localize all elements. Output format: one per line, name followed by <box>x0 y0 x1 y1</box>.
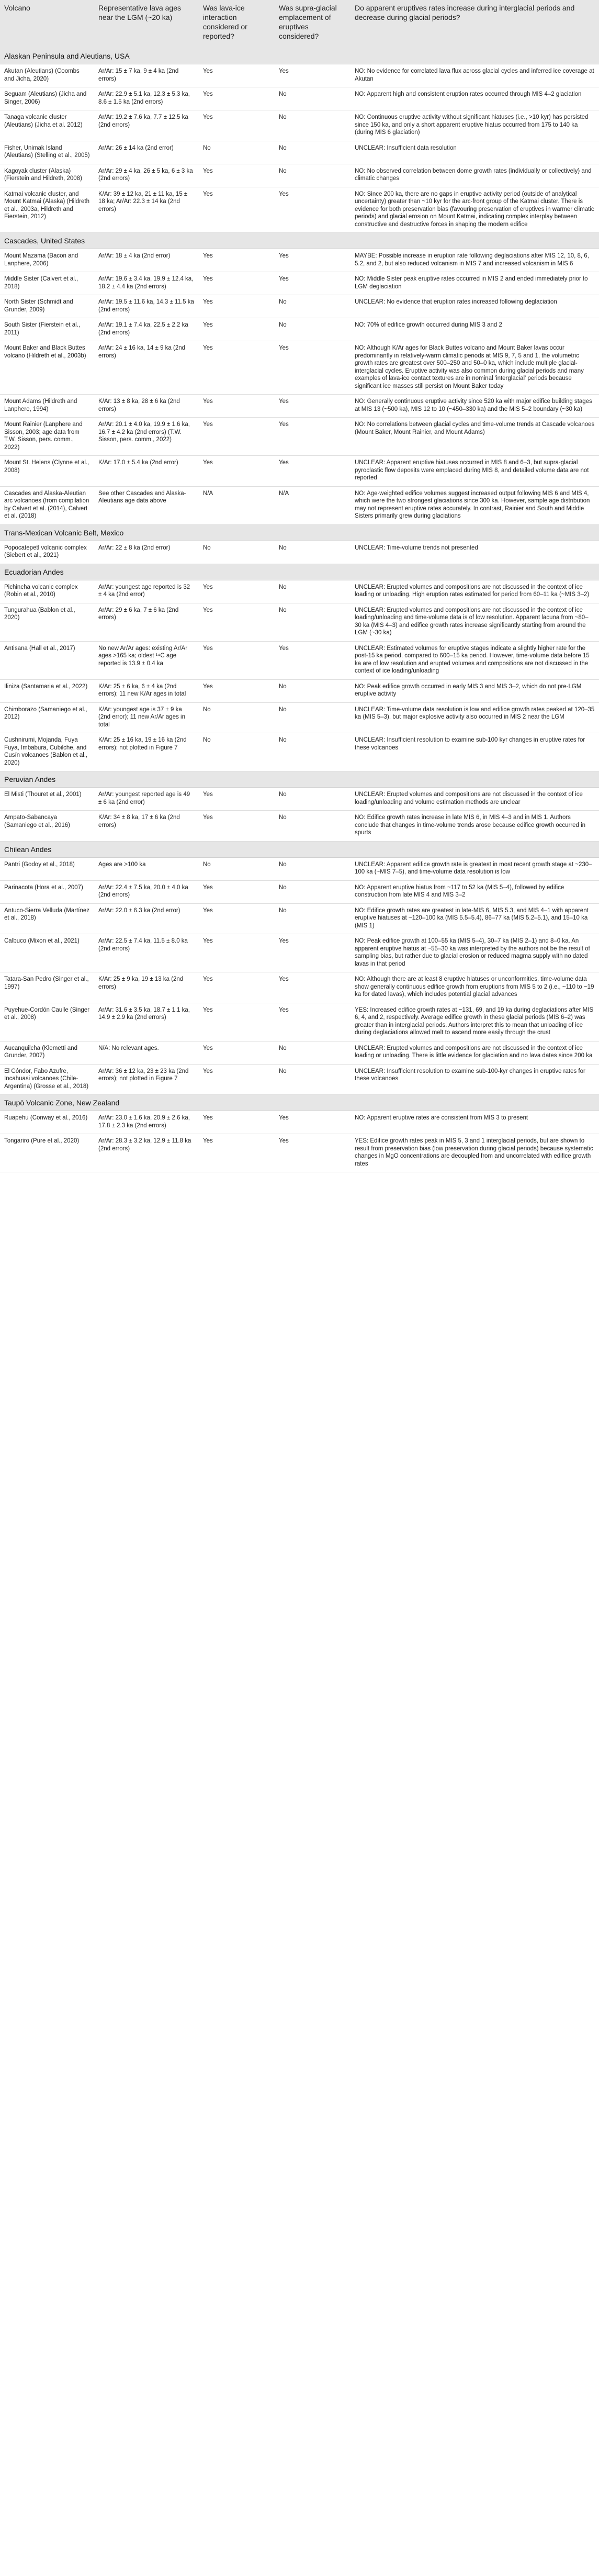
lava-ages-cell: Ar/Ar: 31.6 ± 3.5 ka, 18.7 ± 1.1 ka, 14.9 ± 2.9 ka (2nd errors) <box>94 1003 199 1041</box>
volcano-cell: Antisana (Hall et al., 2017) <box>0 641 94 679</box>
supra-glacial-cell: No <box>275 788 351 811</box>
table-row <box>0 272 599 295</box>
eruptive-rates-cell: NO: Edifice growth rates increase in late MIS 6, in MIS 4–3 and in MIS 1. Authors conclude that changes in time-volume trends arose because edifice growth occurred in spurts <box>351 811 599 842</box>
supra-glacial-cell: No <box>275 110 351 141</box>
lava-ice-cell: Yes <box>199 295 275 318</box>
lava-ages-cell: K/Ar: 34 ± 8 ka, 17 ± 6 ka (2nd errors) <box>94 811 199 842</box>
supra-glacial-cell: No <box>275 880 351 903</box>
lava-ice-cell: No <box>199 541 275 564</box>
section-header-row <box>0 48 599 64</box>
lava-ages-cell: K/Ar: 25 ± 6 ka, 6 ± 4 ka (2nd errors); 11 new K/Ar ages in total <box>94 679 199 702</box>
supra-glacial-cell: No <box>275 141 351 164</box>
lava-ages-cell: Ar/Ar: 23.0 ± 1.6 ka, 20.9 ± 2.6 ka, 17.8 ± 2.3 ka (2nd errors) <box>94 1111 199 1134</box>
table-row <box>0 733 599 771</box>
eruptive-rates-cell: UNCLEAR: Insufficient resolution to examine sub-100-kyr changes in eruptive rates for these volcanoes <box>351 1064 599 1095</box>
supra-glacial-cell: No <box>275 679 351 702</box>
lava-ages-cell: K/Ar: 25 ± 9 ka, 19 ± 13 ka (2nd errors) <box>94 972 199 1003</box>
lava-ages-cell: Ar/Ar: 26 ± 14 ka (2nd error) <box>94 141 199 164</box>
eruptive-rates-cell: UNCLEAR: Erupted volumes and compositions are not discussed in the context of ice loading or unloading. High eruption rates estimated for period from 60–11 ka (~MIS 3–2) <box>351 580 599 603</box>
supra-glacial-cell: Yes <box>275 1111 351 1134</box>
lava-ages-cell: K/Ar: 39 ± 12 ka, 21 ± 11 ka, 15 ± 18 ka; Ar/Ar: 22.3 ± 14 ka (2nd errors) <box>94 187 199 233</box>
lava-ages-cell: Ar/Ar: 19.2 ± 7.6 ka, 7.7 ± 12.5 ka (2nd errors) <box>94 110 199 141</box>
lava-ice-cell: Yes <box>199 318 275 341</box>
supra-glacial-cell: No <box>275 857 351 880</box>
lava-ages-cell: Ar/Ar: 15 ± 7 ka, 9 ± 4 ka (2nd errors) <box>94 64 199 87</box>
volcano-cell: Kagoyak cluster (Alaska) (Fierstein and Hildreth, 2008) <box>0 164 94 187</box>
table-row <box>0 1003 599 1041</box>
lava-ice-cell: Yes <box>199 580 275 603</box>
header-row <box>0 0 599 48</box>
lava-ice-cell: Yes <box>199 811 275 842</box>
lava-ice-cell: Yes <box>199 903 275 934</box>
table-row <box>0 541 599 564</box>
lava-ice-cell: Yes <box>199 395 275 418</box>
table-row <box>0 934 599 972</box>
supra-glacial-cell: Yes <box>275 64 351 87</box>
lava-ages-cell: N/A: No relevant ages. <box>94 1041 199 1064</box>
volcano-cell: North Sister (Schmidt and Grunder, 2009) <box>0 295 94 318</box>
supra-glacial-cell: No <box>275 541 351 564</box>
section-header-row <box>0 524 599 541</box>
volcano-cell: Mount Adams (Hildreth and Lanphere, 1994) <box>0 395 94 418</box>
supra-glacial-cell: No <box>275 164 351 187</box>
eruptive-rates-cell: NO: No evidence for correlated lava flux across glacial cycles and inferred ice coverage at Akutan <box>351 64 599 87</box>
lava-ice-cell: Yes <box>199 87 275 110</box>
table-row <box>0 702 599 733</box>
volcano-cell: Mount Baker and Black Buttes volcano (Hildreth et al., 2003b) <box>0 341 94 395</box>
supra-glacial-cell: N/A <box>275 486 351 524</box>
table-row <box>0 880 599 903</box>
section-title: Chilean Andes <box>0 841 599 857</box>
volcano-cell: Katmai volcanic cluster, and Mount Katmai (Alaska) (Hildreth et al., 2003a, Hildreth and Fierstein, 2012) <box>0 187 94 233</box>
eruptive-rates-cell: UNCLEAR: Apparent eruptive hiatuses occurred in MIS 8 and 6–3, but supra-glacial pyroclastic flow deposits were emplaced during MIS 8, and detailed volume data are not reported <box>351 456 599 487</box>
table-row <box>0 1111 599 1134</box>
eruptive-rates-cell: NO: Apparent eruptive hiatus from ~117 to 52 ka (MIS 5–4), followed by edifice construction from late MIS 4 and MIS 3–2 <box>351 880 599 903</box>
volcano-cell: Cascades and Alaska-Aleutian arc volcanoes (from compilation by Calvert et al. (2014), Calvert et al. (2018) <box>0 486 94 524</box>
eruptive-rates-cell: UNCLEAR: No evidence that eruption rates increased following deglaciation <box>351 295 599 318</box>
lava-ages-cell: K/Ar: youngest age is 37 ± 9 ka (2nd error); 11 new Ar/Ar ages in total <box>94 702 199 733</box>
section-header-row <box>0 564 599 580</box>
lava-ice-cell: Yes <box>199 603 275 641</box>
volcano-cell: South Sister (Fierstein et al., 2011) <box>0 318 94 341</box>
table-row <box>0 1134 599 1172</box>
volcano-cell: Puyehue-Cordón Caulle (Singer et al., 2008) <box>0 1003 94 1041</box>
eruptive-rates-cell: NO: Although there are at least 8 eruptive hiatuses or unconformities, time-volume data show generally continuous edifice growth from eruptions from MIS 5 to 2 (i.e., ~110 to ~19 ka for dated lavas), which includes potential glacial advances <box>351 972 599 1003</box>
volcano-cell: Mount Rainier (Lanphere and Sisson, 2003; age data from T.W. Sisson, pers. comm., 2022) <box>0 418 94 456</box>
lava-ice-cell: Yes <box>199 1111 275 1134</box>
volcano-cell: Pichincha volcanic complex (Robin et al., 2010) <box>0 580 94 603</box>
volcano-cell: Iliniza (Santamaria et al., 2022) <box>0 679 94 702</box>
lava-ice-cell: Yes <box>199 187 275 233</box>
supra-glacial-cell: Yes <box>275 249 351 272</box>
supra-glacial-cell: No <box>275 702 351 733</box>
volcano-cell: El Misti (Thouret et al., 2001) <box>0 788 94 811</box>
table-row <box>0 318 599 341</box>
lava-ice-cell: Yes <box>199 1134 275 1172</box>
supra-glacial-cell: Yes <box>275 272 351 295</box>
eruptive-rates-cell: UNCLEAR: Time-volume data resolution is low and edifice growth rates peaked at 120–35 ka (MIS 5–3), but major explosive activity also occurred in MIS 2 near the LGM <box>351 702 599 733</box>
lava-ages-cell: K/Ar: 25 ± 16 ka, 19 ± 16 ka (2nd errors); not plotted in Figure 7 <box>94 733 199 771</box>
volcano-cell: Cushnirumi, Mojanda, Fuya Fuya, Imbabura, Cubilche, and Cusín volcanoes (Bablon et al., 2020) <box>0 733 94 771</box>
lava-ice-cell: Yes <box>199 934 275 972</box>
volcano-cell: El Cóndor, Fabo Azufre, Incahuasi volcanoes (Chile-Argentina) (Grosse et al., 2018) <box>0 1064 94 1095</box>
section-title: Taupō Volcanic Zone, New Zealand <box>0 1095 599 1111</box>
eruptive-rates-cell: MAYBE: Possible increase in eruption rate following deglaciations after MIS 12, 10, 8, 6, 5.2, and 2, but also reduced volcanism in MIS 7 and increased volcanism in MIS 6 <box>351 249 599 272</box>
table-row <box>0 580 599 603</box>
supra-glacial-cell: No <box>275 811 351 842</box>
volcano-cell: Mount St. Helens (Clynne et al., 2008) <box>0 456 94 487</box>
volcano-cell: Popocatepetl volcanic complex (Siebert et al., 2021) <box>0 541 94 564</box>
lava-ages-cell: Ar/Ar: 29 ± 6 ka, 7 ± 6 ka (2nd errors) <box>94 603 199 641</box>
volcano-cell: Pantri (Godoy et al., 2018) <box>0 857 94 880</box>
volcano-cell: Seguam (Aleutians) (Jicha and Singer, 2006) <box>0 87 94 110</box>
volcano-cell: Tungurahua (Bablon et al., 2020) <box>0 603 94 641</box>
lava-ages-cell: Ar/Ar: youngest age reported is 32 ± 4 ka (2nd error) <box>94 580 199 603</box>
volcano-cell: Parinacota (Hora et al., 2007) <box>0 880 94 903</box>
eruptive-rates-cell: NO: No observed correlation between dome growth rates (individually or collectively) and climatic changes <box>351 164 599 187</box>
section-header-row <box>0 841 599 857</box>
table-row <box>0 811 599 842</box>
lava-ice-cell: Yes <box>199 788 275 811</box>
eruptive-rates-cell: UNCLEAR: Time-volume trends not presented <box>351 541 599 564</box>
supra-glacial-cell: Yes <box>275 341 351 395</box>
section-title: Trans-Mexican Volcanic Belt, Mexico <box>0 524 599 541</box>
volcano-cell: Calbuco (Mixon et al., 2021) <box>0 934 94 972</box>
eruptive-rates-cell: NO: Continuous eruptive activity without significant hiatuses (i.e., >10 kyr) has persisted since 150 ka, and only a short apparent eruptive hiatus occurred from 175 to 140 ka (during MIS 6 glaciation) <box>351 110 599 141</box>
lava-ice-cell: No <box>199 702 275 733</box>
lava-ages-cell: Ages are >100 ka <box>94 857 199 880</box>
supra-glacial-cell: Yes <box>275 1134 351 1172</box>
supra-glacial-cell: Yes <box>275 418 351 456</box>
lava-ages-cell: K/Ar: 17.0 ± 5.4 ka (2nd error) <box>94 456 199 487</box>
lava-ages-cell: Ar/Ar: 36 ± 12 ka, 23 ± 23 ka (2nd errors); not plotted in Figure 7 <box>94 1064 199 1095</box>
supra-glacial-cell: No <box>275 603 351 641</box>
volcano-cell: Akutan (Aleutians) (Coombs and Jicha, 2020) <box>0 64 94 87</box>
supra-glacial-cell: Yes <box>275 456 351 487</box>
table-row <box>0 456 599 487</box>
table-row <box>0 1064 599 1095</box>
lava-ice-cell: No <box>199 141 275 164</box>
volcano-cell: Antuco-Sierra Velluda (Martínez et al., 2018) <box>0 903 94 934</box>
table-row <box>0 87 599 110</box>
eruptive-rates-cell: UNCLEAR: Erupted volumes and compositions are not discussed in the context of ice loading or unloading. There is little evidence for glaciation and no lava dates since 200 ka <box>351 1041 599 1064</box>
table-row <box>0 679 599 702</box>
section-title: Peruvian Andes <box>0 771 599 788</box>
supra-glacial-cell: No <box>275 903 351 934</box>
lava-ages-cell: Ar/Ar: 24 ± 16 ka, 14 ± 9 ka (2nd errors) <box>94 341 199 395</box>
volcano-cell: Chimborazo (Samaniego et al., 2012) <box>0 702 94 733</box>
table-row <box>0 187 599 233</box>
lava-ages-cell: Ar/Ar: 22 ± 8 ka (2nd error) <box>94 541 199 564</box>
lava-ice-cell: Yes <box>199 972 275 1003</box>
eruptive-rates-cell: UNCLEAR: Estimated volumes for eruptive stages indicate a slightly higher rate for the post-15 ka period, compared to 600–15 ka period. However, time-volume data before 15 ka are of low resolution and erupted volumes and compositions are not discussed in the context of ice loading/unloading <box>351 641 599 679</box>
lava-ages-cell: Ar/Ar: youngest reported age is 49 ± 6 ka (2nd error) <box>94 788 199 811</box>
lava-ice-cell: Yes <box>199 164 275 187</box>
eruptive-rates-cell: UNCLEAR: Apparent edifice growth rate is greatest in most recent growth stage at ~230–100 ka (~MIS 7–5), and time-volume data resolution is low <box>351 857 599 880</box>
lava-ages-cell: See other Cascades and Alaska-Aleutians age data above <box>94 486 199 524</box>
lava-ages-cell: Ar/Ar: 28.3 ± 3.2 ka, 12.9 ± 11.8 ka (2nd errors) <box>94 1134 199 1172</box>
lava-ice-cell: Yes <box>199 418 275 456</box>
eruptive-rates-cell: NO: Since 200 ka, there are no gaps in eruptive activity period (outside of analytical uncertainty) greater than ~10 kyr for the arc-front group of the Katmai cluster. There is evidence for both preservation bias (favouring preservation of eruptives in warmer climatic periods) and glacial erosion on Mount Katmai, indicating complex interplay between constructive and destructive forces in shaping the modern edifice <box>351 187 599 233</box>
table-row <box>0 857 599 880</box>
header-volcano: Volcano <box>0 0 94 48</box>
section-header-row <box>0 771 599 788</box>
header-lava-ages: Representative lava ages near the LGM (~20 ka) <box>94 0 199 48</box>
eruptive-rates-cell: UNCLEAR: Insufficient resolution to examine sub-100 kyr changes in eruptive rates for these volcanoes <box>351 733 599 771</box>
lava-ice-cell: No <box>199 857 275 880</box>
table-row <box>0 1041 599 1064</box>
lava-ages-cell: Ar/Ar: 22.0 ± 6.3 ka (2nd error) <box>94 903 199 934</box>
section-title: Cascades, United States <box>0 233 599 249</box>
section-title: Ecuadorian Andes <box>0 564 599 580</box>
supra-glacial-cell: No <box>275 1064 351 1095</box>
supra-glacial-cell: No <box>275 87 351 110</box>
lava-ice-cell: Yes <box>199 249 275 272</box>
lava-ages-cell: Ar/Ar: 19.6 ± 3.4 ka, 19.9 ± 12.4 ka, 18.2 ± 4.4 ka (2nd errors) <box>94 272 199 295</box>
header-eruptive-rates: Do apparent eruptives rates increase during interglacial periods and decrease during glacial periods? <box>351 0 599 48</box>
eruptive-rates-cell: UNCLEAR: Erupted volumes and compositions are not discussed in the context of ice loading/unloading and volume estimation methods are unclear <box>351 788 599 811</box>
header-supra-glacial: Was supra-glacial emplacement of eruptives considered? <box>275 0 351 48</box>
lava-ice-cell: Yes <box>199 272 275 295</box>
lava-ages-cell: K/Ar: 13 ± 8 ka, 28 ± 6 ka (2nd errors) <box>94 395 199 418</box>
lava-ages-cell: Ar/Ar: 18 ± 4 ka (2nd error) <box>94 249 199 272</box>
volcano-cell: Middle Sister (Calvert et al., 2018) <box>0 272 94 295</box>
lava-ice-cell: Yes <box>199 456 275 487</box>
section-title: Alaskan Peninsula and Aleutians, USA <box>0 48 599 64</box>
table-row <box>0 903 599 934</box>
supra-glacial-cell: No <box>275 1041 351 1064</box>
volcano-cell: Ruapehu (Conway et al., 2016) <box>0 1111 94 1134</box>
supra-glacial-cell: Yes <box>275 641 351 679</box>
volcano-cell: Mount Mazama (Bacon and Lanphere, 2006) <box>0 249 94 272</box>
eruptive-rates-cell: NO: Peak edifice growth occurred in early MIS 3 and MIS 3–2, which do not pre-LGM eruptive activity <box>351 679 599 702</box>
lava-ice-cell: Yes <box>199 880 275 903</box>
eruptive-rates-cell: NO: Edifice growth rates are greatest in late-MIS 6, MIS 5.3, and MIS 4–1 with apparent eruptive hiatuses at ~120–100 ka (MIS 5.5–5.4), 86–77 ka (MIS 5.2–5.1), and 15–10 ka (MIS 1) <box>351 903 599 934</box>
table-row <box>0 341 599 395</box>
lava-ice-cell: Yes <box>199 64 275 87</box>
volcano-cell: Tanaga volcanic cluster (Aleutians) (Jicha et al. 2012) <box>0 110 94 141</box>
lava-ice-cell: Yes <box>199 1064 275 1095</box>
eruptive-rates-cell: NO: 70% of edifice growth occurred during MIS 3 and 2 <box>351 318 599 341</box>
eruptive-rates-cell: UNCLEAR: Insufficient data resolution <box>351 141 599 164</box>
lava-ice-cell: Yes <box>199 641 275 679</box>
lava-ice-cell: Yes <box>199 1041 275 1064</box>
table-row <box>0 641 599 679</box>
supra-glacial-cell: Yes <box>275 395 351 418</box>
eruptive-rates-cell: NO: Middle Sister peak eruptive rates occurred in MIS 2 and ended immediately prior to LGM deglaciation <box>351 272 599 295</box>
eruptive-rates-cell: NO: Apparent eruptive rates are consistent from MIS 3 to present <box>351 1111 599 1134</box>
lava-ice-cell: Yes <box>199 110 275 141</box>
supra-glacial-cell: Yes <box>275 1003 351 1041</box>
table-row <box>0 64 599 87</box>
eruptive-rates-cell: NO: Apparent high and consistent eruption rates occurred through MIS 4–2 glaciation <box>351 87 599 110</box>
section-header-row <box>0 1095 599 1111</box>
table-header <box>0 0 599 48</box>
lava-ages-cell: Ar/Ar: 29 ± 4 ka, 26 ± 5 ka, 6 ± 3 ka (2nd errors) <box>94 164 199 187</box>
table-row <box>0 110 599 141</box>
volcano-cell: Ampato-Sabancaya (Samaniego et al., 2016) <box>0 811 94 842</box>
supra-glacial-cell: Yes <box>275 187 351 233</box>
header-lava-ice-interaction: Was lava-ice interaction considered or reported? <box>199 0 275 48</box>
table-row <box>0 788 599 811</box>
lava-ice-cell: Yes <box>199 341 275 395</box>
lava-ice-cell: N/A <box>199 486 275 524</box>
volcano-cell: Fisher, Unimak Island (Aleutians) (Stelling et al., 2005) <box>0 141 94 164</box>
lava-ages-cell: Ar/Ar: 22.4 ± 7.5 ka, 20.0 ± 4.0 ka (2nd errors) <box>94 880 199 903</box>
volcano-cell: Aucanquilcha (Klemetti and Grunder, 2007) <box>0 1041 94 1064</box>
supra-glacial-cell: No <box>275 580 351 603</box>
lava-ice-cell: No <box>199 733 275 771</box>
eruptive-rates-cell: YES: Edifice growth rates peak in MIS 5, 3 and 1 interglacial periods, but are shown to result from preservation bias (low preservation during glacial periods) because systematic changes in MgO concentrations are decoupled from and uncorrelated with edifice growth rates <box>351 1134 599 1172</box>
supra-glacial-cell: No <box>275 733 351 771</box>
table-row <box>0 418 599 456</box>
lava-ages-cell: Ar/Ar: 22.5 ± 7.4 ka, 11.5 ± 8.0 ka (2nd errors) <box>94 934 199 972</box>
volcano-cell: Tatara-San Pedro (Singer et al., 1997) <box>0 972 94 1003</box>
table-row <box>0 164 599 187</box>
volcano-cell: Tongariro (Pure et al., 2020) <box>0 1134 94 1172</box>
eruptive-rates-cell: NO: Peak edifice growth at 100–55 ka (MIS 5–4), 30–7 ka (MIS 2–1) and 8–0 ka. An apparent eruptive hiatus at ~55–30 ka was interpreted by the authors not be the result of sampling bias, but rather due to glacial erosion or reduced magma supply with no dated lavas in that period <box>351 934 599 972</box>
supra-glacial-cell: Yes <box>275 972 351 1003</box>
eruptive-rates-cell: NO: Although K/Ar ages for Black Buttes volcano and Mount Baker lavas occur predominantly in relatively-warm climatic periods at MIS 9, 7, 5 and 1, the volumetric growth rates are greatest over 500–250 and 50–0 ka, which include multiple glacial-interglacial cycles. Eruptive activity was also common during glacial periods and many examples of lava-ice contact textures are in nominal 'interglacial' periods because significant ice masses still persist on Mount Baker today <box>351 341 599 395</box>
table-row <box>0 249 599 272</box>
volcano-comparison-table <box>0 0 599 1172</box>
lava-ages-cell: Ar/Ar: 22.9 ± 5.1 ka, 12.3 ± 5.3 ka, 8.6 ± 1.5 ka (2nd errors) <box>94 87 199 110</box>
supra-glacial-cell: No <box>275 295 351 318</box>
lava-ice-cell: Yes <box>199 1003 275 1041</box>
section-header-row <box>0 233 599 249</box>
supra-glacial-cell: Yes <box>275 934 351 972</box>
table-row <box>0 295 599 318</box>
table-row <box>0 141 599 164</box>
lava-ages-cell: Ar/Ar: 20.1 ± 4.0 ka, 19.9 ± 1.6 ka, 16.7 ± 4.2 ka (2nd errors) (T.W. Sisson, pers. comm., 2022) <box>94 418 199 456</box>
eruptive-rates-cell: NO: Generally continuous eruptive activity since 520 ka with major edifice building stages at MIS 13 (~500 ka), MIS 12 to 10 (~450–330 ka) and the MIS 5–2 boundary (~30 ka) <box>351 395 599 418</box>
table-row <box>0 395 599 418</box>
eruptive-rates-cell: NO: Age-weighted edifice volumes suggest increased output following MIS 6 and MIS 4, which were the two strongest glaciations since 300 ka. However, sample age distribution may not represent eruptive rates accurately. In contrast, Rainier and South and Middle Sisters primarily grew during glaciations <box>351 486 599 524</box>
lava-ages-cell: No new Ar/Ar ages: existing Ar/Ar ages >165 ka; oldest ¹⁴C age reported is 13.9 ± 0.4 ka <box>94 641 199 679</box>
eruptive-rates-cell: UNCLEAR: Erupted volumes and compositions are not discussed in the context of ice loading/unloading and time-volume data is of low resolution. Apparent lacuna from ~80–30 ka (MIS 4–3) and edifice growth rates increase significantly starting from around the LGM (~30 ka) <box>351 603 599 641</box>
table-row <box>0 603 599 641</box>
supra-glacial-cell: No <box>275 318 351 341</box>
table-body <box>0 48 599 1172</box>
table-row <box>0 486 599 524</box>
eruptive-rates-cell: NO: No correlations between glacial cycles and time-volume trends at Cascade volcanoes (Mount Baker, Mount Rainier, and Mount Adams) <box>351 418 599 456</box>
eruptive-rates-cell: YES: Increased edifice growth rates at ~131, 69, and 19 ka during deglaciations after MIS 6, 4, and 2, respectively. Average edifice growth in these glacial periods (MIS 6–2) was greater than in interglacial periods. Authors interpret this to mean that unloading of ice during deglaciations allowed melt to ascend more easily through the crust <box>351 1003 599 1041</box>
lava-ages-cell: Ar/Ar: 19.5 ± 11.6 ka, 14.3 ± 11.5 ka (2nd errors) <box>94 295 199 318</box>
lava-ages-cell: Ar/Ar: 19.1 ± 7.4 ka, 22.5 ± 2.2 ka (2nd errors) <box>94 318 199 341</box>
table-row <box>0 972 599 1003</box>
lava-ice-cell: Yes <box>199 679 275 702</box>
